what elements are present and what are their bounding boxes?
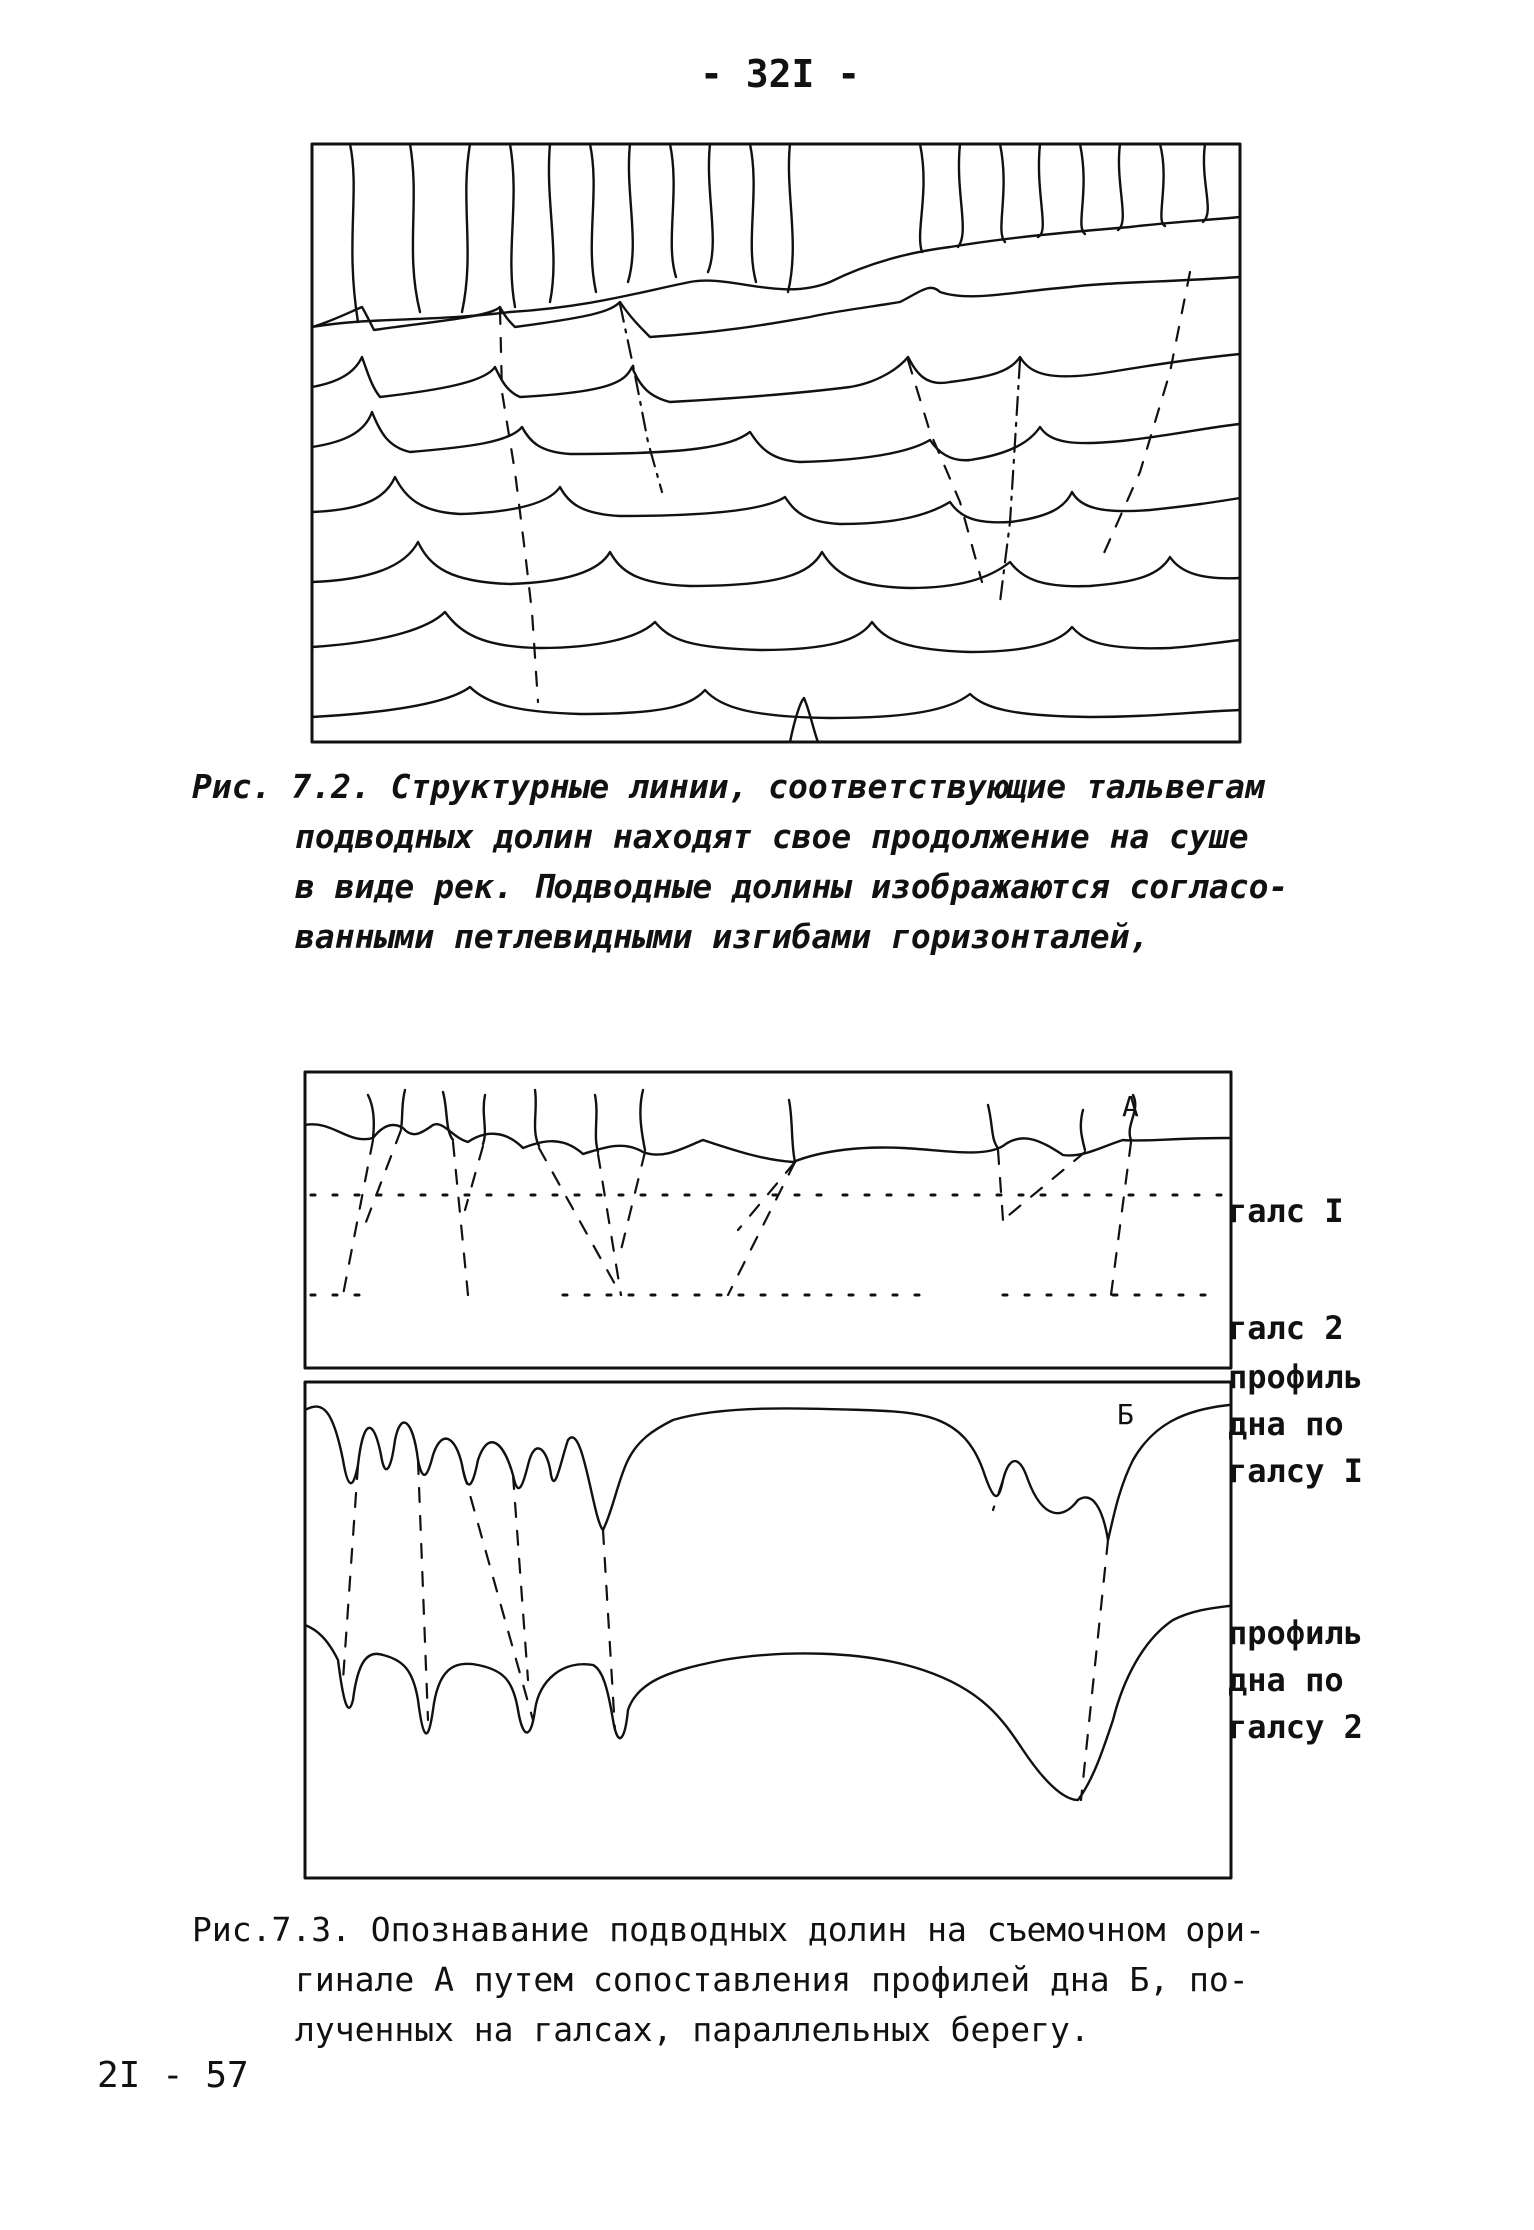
caption-line: гинале А путем сопоставления профилей дна Б, по-: [295, 1960, 1249, 1999]
tack-1-label: галс I: [1228, 1192, 1344, 1230]
caption-line: Рис.7.3. Опознавание подводных долин на съемочном ори-: [192, 1910, 1265, 1949]
profile-1-label-line: галсу I: [1228, 1452, 1363, 1490]
profile-2-label-line: дна по: [1228, 1661, 1344, 1699]
figure-7-2-caption: [192, 762, 1288, 962]
figure-7-3-panel-a: [303, 1070, 1233, 1370]
caption-line: ванными петлевидными изгибами горизонталей,: [295, 917, 1150, 956]
profile-1-label: [1228, 1354, 1363, 1495]
caption-line: подводных долин находят свое продолжение на суше: [295, 817, 1249, 856]
panel-b-letter: Б: [1117, 1398, 1134, 1431]
profile-2-label: [1228, 1610, 1363, 1751]
panel-a-letter: А: [1122, 1090, 1139, 1123]
profile-2-label-line: галсу 2: [1228, 1708, 1363, 1746]
tack-2-label: галс 2: [1228, 1309, 1344, 1347]
figure-7-3-panel-b: [303, 1380, 1233, 1880]
caption-line: лученных на галсах, параллельных берегу.: [295, 2010, 1090, 2049]
figure-7-3-caption: [192, 1905, 1265, 2055]
profile-2-label-line: профиль: [1228, 1614, 1363, 1652]
caption-line: Рис. 7.2. Структурные линии, соответствующие тальвегам: [192, 767, 1265, 806]
profile-1-label-line: профиль: [1228, 1358, 1363, 1396]
profile-1-label-line: дна по: [1228, 1405, 1344, 1443]
figure-7-2-contour-map: [310, 142, 1242, 744]
caption-line: в виде рек. Подводные долины изображаются согласо-: [295, 867, 1289, 906]
page-number: - 32I -: [700, 52, 861, 96]
page-footer-code: 2I - 57: [97, 2055, 249, 2096]
